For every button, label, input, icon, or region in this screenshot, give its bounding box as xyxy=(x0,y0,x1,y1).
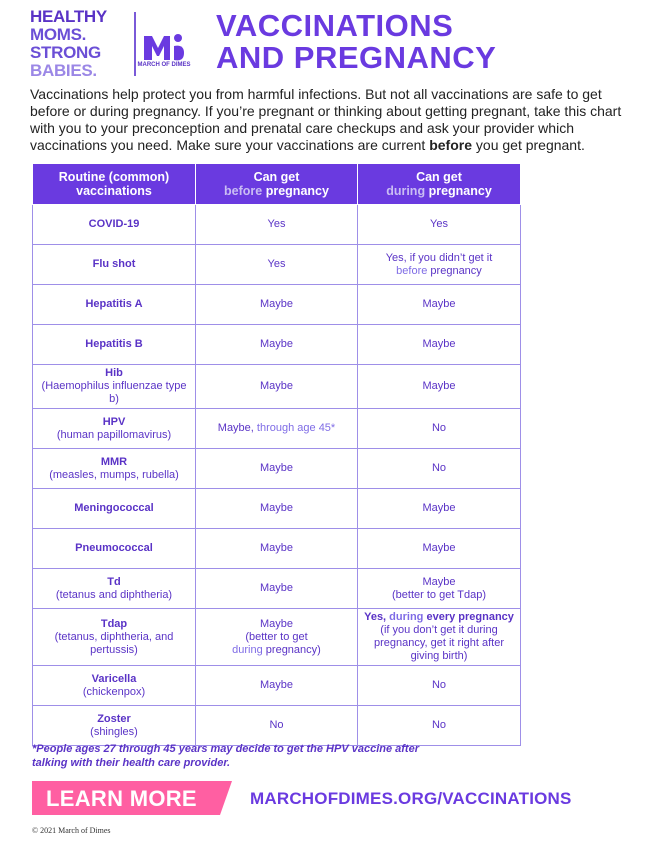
before-cell: Maybe xyxy=(196,666,358,706)
vaccination-table xyxy=(32,163,521,746)
table-row xyxy=(33,609,521,666)
copyright: © 2021 March of Dimes xyxy=(32,826,111,835)
during-cell: Yes xyxy=(358,205,521,245)
table-row xyxy=(33,205,521,245)
header-before: Can get before pregnancy xyxy=(196,164,358,205)
before-cell: Yes xyxy=(196,205,358,245)
table-row xyxy=(33,325,521,365)
table-row xyxy=(33,666,521,706)
vaccine-name: Td (tetanus and diphtheria) xyxy=(33,569,196,609)
before-cell: Maybe xyxy=(196,449,358,489)
before-cell: Maybe (better to get during pregnancy) xyxy=(196,609,358,666)
march-of-dimes-caption: MARCH OF DIMES xyxy=(137,62,191,68)
table-row xyxy=(33,245,521,285)
learn-more-label: LEARN MORE xyxy=(46,786,197,811)
table-row xyxy=(33,529,521,569)
vaccine-name: Meningococcal xyxy=(33,489,196,529)
before-cell: Maybe xyxy=(196,569,358,609)
vaccine-name: Hib (Haemophilus influenzae type b) xyxy=(33,365,196,409)
table-header-row xyxy=(33,164,521,205)
during-cell: No xyxy=(358,409,521,449)
title-line-1: VACCINATIONS xyxy=(216,8,454,43)
intro-paragraph xyxy=(30,86,625,154)
table-row xyxy=(33,569,521,609)
logo-line-3: STRONG xyxy=(30,43,101,62)
table-row xyxy=(33,449,521,489)
learn-more-button[interactable] xyxy=(32,781,232,815)
before-cell: Maybe xyxy=(196,325,358,365)
table-row xyxy=(33,365,521,409)
title-line-2: AND PREGNANCY xyxy=(216,40,497,75)
header-during: Can get during pregnancy xyxy=(358,164,521,205)
during-cell: Maybe xyxy=(358,489,521,529)
vaccine-name: Zoster (shingles) xyxy=(33,706,196,746)
footnote: *People ages 27 through 45 years may decide to get the HPV vaccine after talking with their health care provider. xyxy=(32,743,419,769)
before-cell: Maybe xyxy=(196,285,358,325)
intro-text-end: you get pregnant. xyxy=(472,137,585,153)
vaccinations-link[interactable]: MARCHOFDIMES.ORG/VACCINATIONS xyxy=(250,789,572,808)
before-cell: Maybe xyxy=(196,489,358,529)
during-cell: Yes, during every pregnancy (if you don’t get it during pregnancy, get it right after giving birth) xyxy=(358,609,521,666)
during-cell: Maybe xyxy=(358,325,521,365)
intro-text: Vaccinations help protect you from harmful infections. But not all vaccinations are safe to get before or during pregnancy. If you’re pregnant or thinking about getting pregnant, take this chart with you to your preconception and prenatal care checkups and ask your provider which vaccinations you need. Make sure your vaccinations are current xyxy=(30,86,622,153)
intro-bold: before xyxy=(429,137,473,153)
vaccine-name: Hepatitis B xyxy=(33,325,196,365)
during-cell: Maybe xyxy=(358,365,521,409)
during-cell: Yes, if you didn’t get it before pregnancy xyxy=(358,245,521,285)
before-cell: Maybe xyxy=(196,365,358,409)
logo-line-2: MOMS. xyxy=(30,25,87,44)
logo-line-1: HEALTHY xyxy=(30,7,107,26)
table-row xyxy=(33,285,521,325)
during-cell: Maybe xyxy=(358,285,521,325)
before-cell: Maybe, through age 45* xyxy=(196,409,358,449)
header xyxy=(30,8,630,78)
page-title xyxy=(216,10,496,74)
table-row xyxy=(33,489,521,529)
table-row xyxy=(33,706,521,746)
vaccine-name: HPV (human papillomavirus) xyxy=(33,409,196,449)
vaccine-name: Pneumococcal xyxy=(33,529,196,569)
march-of-dimes-logo-icon xyxy=(140,18,188,78)
before-cell: Maybe xyxy=(196,529,358,569)
before-cell: No xyxy=(196,706,358,746)
vaccine-name: Flu shot xyxy=(33,245,196,285)
vaccine-name: Tdap (tetanus, diphtheria, and pertussis) xyxy=(33,609,196,666)
vaccine-name: Varicella (chickenpox) xyxy=(33,666,196,706)
during-cell: Maybe (better to get Tdap) xyxy=(358,569,521,609)
logo-line-4: BABIES. xyxy=(30,61,97,80)
vaccine-name: MMR (measles, mumps, rubella) xyxy=(33,449,196,489)
vaccine-name: COVID-19 xyxy=(33,205,196,245)
during-cell: No xyxy=(358,666,521,706)
before-cell: Yes xyxy=(196,245,358,285)
during-cell: No xyxy=(358,449,521,489)
during-cell: Maybe xyxy=(358,529,521,569)
vaccine-name: Hepatitis A xyxy=(33,285,196,325)
header-routine: Routine (common) vaccinations xyxy=(33,164,196,205)
during-cell: No xyxy=(358,706,521,746)
healthy-moms-logo xyxy=(30,8,130,80)
table-row xyxy=(33,409,521,449)
